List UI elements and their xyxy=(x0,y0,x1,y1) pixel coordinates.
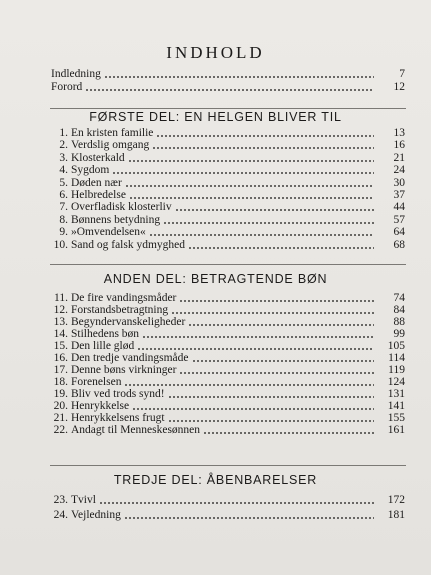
toc-entry xyxy=(51,163,405,177)
entry-number: 6. xyxy=(59,189,68,201)
entry-number: 17. xyxy=(53,364,68,376)
entry-page-number: 44 xyxy=(393,201,405,213)
entry-page-number: 141 xyxy=(387,400,405,412)
toc-entry xyxy=(51,423,405,437)
entry-page-number: 7 xyxy=(399,68,405,80)
part-heading-2: ANDEN DEL: BETRAGTENDE BØN xyxy=(103,272,328,286)
entry-number: 9. xyxy=(59,226,68,238)
entry-title: »Omvendelsen« xyxy=(71,226,146,238)
entry-number: 10. xyxy=(53,239,68,251)
dot-leader xyxy=(203,431,374,435)
entry-number: 2. xyxy=(59,139,68,151)
entry-page-number: 24 xyxy=(393,164,405,176)
entry-title: Vejledning xyxy=(71,509,121,521)
entry-title: En kristen familie xyxy=(71,127,154,139)
dot-leader xyxy=(175,208,374,212)
part-heading-3: TREDJE DEL: ÅBENBARELSER xyxy=(113,473,318,487)
entry-title: Den lille glød xyxy=(71,340,135,352)
entry-title: De fire vandingsmåder xyxy=(71,292,177,304)
entry-number: 5. xyxy=(59,177,68,189)
entry-title: Indledning xyxy=(51,68,101,80)
dot-leader xyxy=(188,246,374,250)
entry-page-number: 155 xyxy=(387,412,405,424)
dot-leader xyxy=(124,516,374,520)
entry-number: 7. xyxy=(59,201,68,213)
entry-page-number: 12 xyxy=(393,81,405,93)
entry-page-number: 124 xyxy=(387,376,405,388)
entry-title: Tvivl xyxy=(71,494,96,506)
entry-number: 8. xyxy=(59,214,68,226)
entry-title: Verdslig omgang xyxy=(71,139,150,151)
entry-title: Bliv ved trods synd! xyxy=(71,388,165,400)
entry-title: Stilhedens bøn xyxy=(71,328,140,340)
entry-page-number: 21 xyxy=(393,152,405,164)
toc-entry xyxy=(51,67,405,81)
entry-number: 20. xyxy=(53,400,68,412)
dot-leader xyxy=(104,75,374,79)
entry-page-number: 57 xyxy=(393,214,405,226)
toc-entry xyxy=(51,200,405,214)
entry-number: 23. xyxy=(53,494,68,506)
dot-leader xyxy=(152,146,374,150)
toc-entry xyxy=(51,225,405,239)
entry-number: 16. xyxy=(53,352,68,364)
entry-title: Bønnens betydning xyxy=(71,214,161,226)
entry-title: Henrykkelse xyxy=(71,400,130,412)
entry-number: 22. xyxy=(53,424,68,436)
entry-title: Begyndervanskeligheder xyxy=(71,316,186,328)
entry-page-number: 172 xyxy=(387,494,405,506)
toc-entry xyxy=(51,238,405,252)
dot-leader xyxy=(85,88,374,92)
entry-number: 12. xyxy=(53,304,68,316)
toc-entry xyxy=(51,493,405,507)
page-title: INDHOLD xyxy=(166,43,265,62)
entry-page-number: 161 xyxy=(387,424,405,436)
part-heading-1: FØRSTE DEL: EN HELGEN BLIVER TIL xyxy=(89,110,342,124)
entry-title: Døden nær xyxy=(71,177,122,189)
entry-number: 18. xyxy=(53,376,68,388)
entry-page-number: 30 xyxy=(393,177,405,189)
dot-leader xyxy=(112,171,374,175)
entry-title: Henrykkelsens frugt xyxy=(71,412,165,424)
toc-entry xyxy=(51,138,405,152)
entry-number: 4. xyxy=(59,164,68,176)
entry-page-number: 114 xyxy=(388,352,405,364)
entry-title: Forenelsen xyxy=(71,376,122,388)
entry-page-number: 99 xyxy=(393,328,405,340)
entry-title: Denne bøns virkninger xyxy=(71,364,177,376)
entry-number: 24. xyxy=(53,509,68,521)
entry-title: Sygdom xyxy=(71,164,110,176)
entry-title: Forord xyxy=(51,81,83,93)
entry-number: 19. xyxy=(53,388,68,400)
entry-title: Overfladisk klosterliv xyxy=(71,201,172,213)
entry-number: 3. xyxy=(59,152,68,164)
entry-number: 1. xyxy=(59,127,68,139)
entry-page-number: 13 xyxy=(393,127,405,139)
entry-title: Forstandsbetragtning xyxy=(71,304,169,316)
toc-entry xyxy=(51,80,405,94)
entry-page-number: 119 xyxy=(388,364,405,376)
entry-page-number: 64 xyxy=(393,226,405,238)
entry-number: 21. xyxy=(53,412,68,424)
entry-title: Sand og falsk ydmyghed xyxy=(71,239,186,251)
entry-number: 11. xyxy=(54,292,68,304)
entry-page-number: 131 xyxy=(387,388,405,400)
entry-page-number: 68 xyxy=(393,239,405,251)
entry-title: Den tredje vandingsmåde xyxy=(71,352,189,364)
entry-page-number: 88 xyxy=(393,316,405,328)
dot-leader xyxy=(149,233,374,237)
entry-title: Klosterkald xyxy=(71,152,125,164)
dot-leader xyxy=(99,501,374,505)
entry-page-number: 181 xyxy=(387,509,405,521)
entry-page-number: 16 xyxy=(393,139,405,151)
entry-number: 13. xyxy=(53,316,68,328)
entry-page-number: 74 xyxy=(393,292,405,304)
entry-page-number: 105 xyxy=(387,340,405,352)
entry-title: Helbredelse xyxy=(71,189,126,201)
entry-title: Andagt til Menneskesønnen xyxy=(71,424,201,436)
entry-number: 14. xyxy=(53,328,68,340)
entry-page-number: 37 xyxy=(393,189,405,201)
entry-number: 15. xyxy=(53,340,68,352)
entry-page-number: 84 xyxy=(393,304,405,316)
toc-entry xyxy=(51,508,405,522)
